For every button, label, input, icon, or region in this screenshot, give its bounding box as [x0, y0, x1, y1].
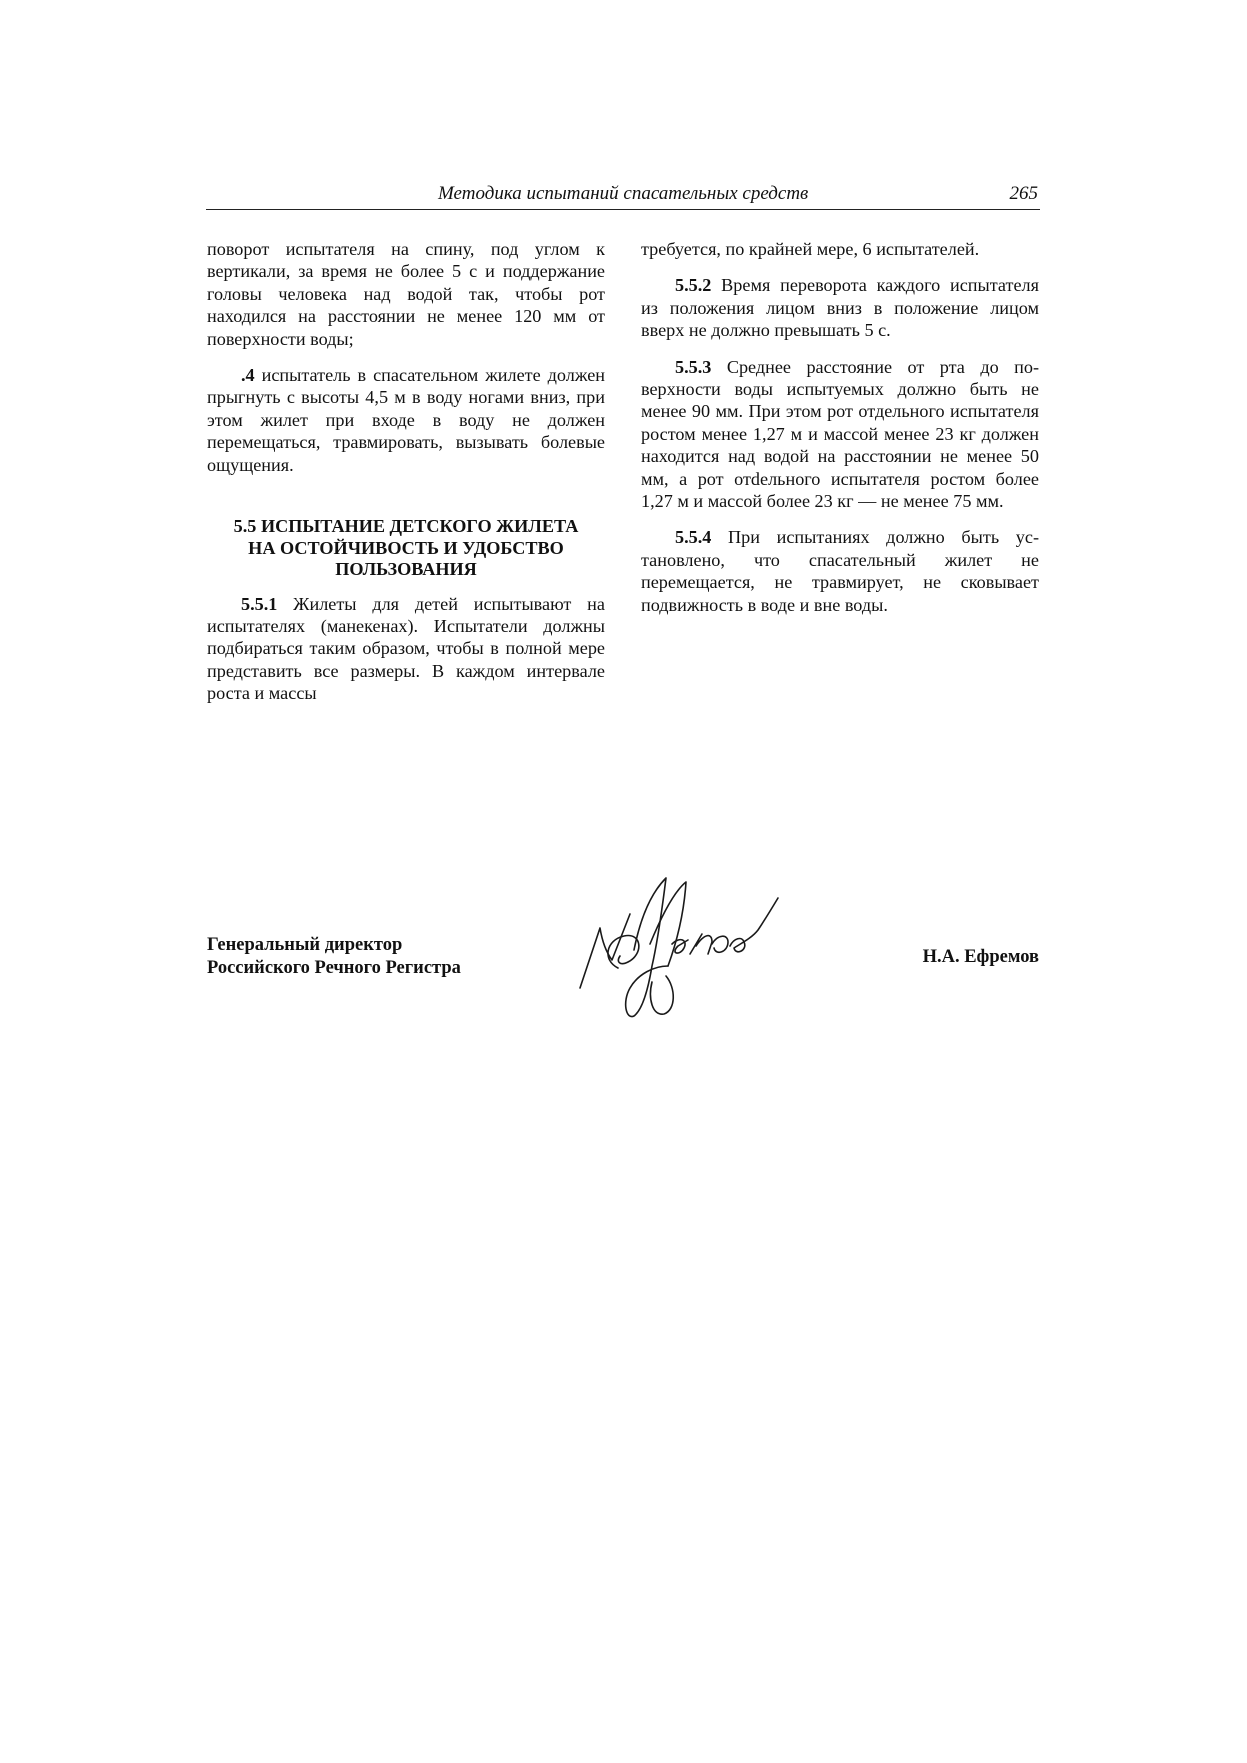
clause-text: При испытаниях должно быть установлено, что спасательный жилет не перемещается, не травмирует, не сковывает подвижность в воде и вне воды. — [641, 527, 1039, 615]
signer-title-line: Российского Речного Регистра — [207, 958, 461, 978]
running-header — [206, 183, 1040, 210]
section-heading — [207, 516, 605, 581]
list-item-4 — [207, 364, 605, 476]
item-text: испытатель в спасательном жилете должен прыгнуть с высоты 4,5 м в воду ногами вниз, при этом жилет при входе в воду не должен перемещаться, травмировать, вызывать болевые ощущения. — [207, 365, 605, 475]
item-number: .4 — [241, 365, 255, 386]
section-heading-line: 5.5 ИСПЫТАНИЕ ДЕТСКОГО ЖИЛЕТА — [233, 516, 579, 537]
clause-5-5-1 — [207, 593, 605, 705]
clause-5-5-2 — [641, 274, 1039, 341]
running-title: Методика испытаний спасательных средств — [438, 183, 809, 204]
handwritten-signature — [572, 870, 832, 1020]
clause-5-5-3 — [641, 356, 1039, 513]
section-heading-line: НА ОСТОЙЧИВОСТЬ И УДОБСТВО — [248, 537, 564, 558]
clause-number: 5.5.1 — [241, 593, 278, 614]
signature-block — [207, 870, 1041, 1020]
clause-text: Время переворота каждого испытателя из положения лицом вниз в положение лицом вверх не должно превышать 5 с. — [641, 275, 1039, 341]
signer-title-line: Генеральный директор — [207, 935, 403, 955]
page-number: 265 — [1009, 183, 1038, 204]
paragraph-continuation: требуется, по крайней мере, 6 испытателей. — [641, 239, 980, 259]
clause-number: 5.5.3 — [675, 356, 712, 377]
signature-strokes — [580, 878, 778, 1017]
section-heading-line: ПОЛЬЗОВАНИЯ — [335, 559, 477, 580]
paragraph-continuation: поворот испытателя на спину, под углом к вертикали, за время не более 5 с и поддержание головы человека над водой так, чтобы рот находился на расстоянии не менее 120 мм от поверхности воды; — [207, 239, 605, 349]
clause-number: 5.5.4 — [675, 527, 712, 548]
right-column — [641, 238, 1039, 630]
left-column — [207, 238, 605, 719]
clause-text: Жилеты для детей испытывают на испытателях (манекенах). Испытатели должны подбираться таким образом, чтобы в полной мере представить все размеры. В каждом интервале роста и массы — [207, 593, 605, 704]
clause-number: 5.5.2 — [675, 275, 712, 296]
clause-text: Среднее расстояние от рта до поверхности воды испытуемых должно быть не менее 90 мм. При этом рот отдельного испытателя ростом менее 1,27 м и массой менее 23 кг должен находится над водой на расстоянии не менее 50 мм, а рот отdельного испытателя ростом более 1,27 м и массой более 23 кг — не менее 75 мм. — [641, 356, 1039, 512]
signer-name: Н.А. Ефремов — [922, 947, 1039, 967]
signer-title — [207, 934, 461, 980]
clause-5-5-4 — [641, 526, 1039, 616]
